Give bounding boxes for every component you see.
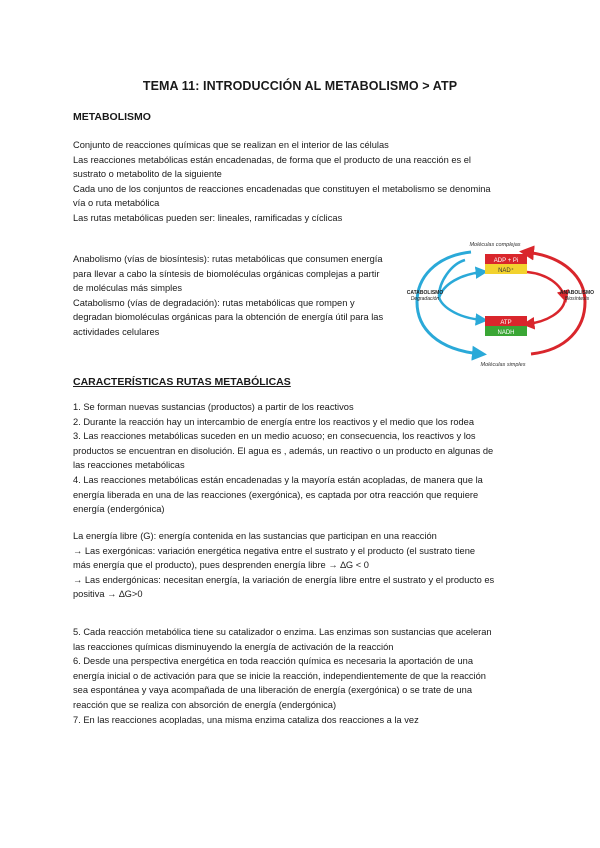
box-nadh-label: NADH	[497, 330, 515, 336]
list-item: 7. En las reacciones acopladas, una misma enzima cataliza dos reacciones a la vez	[73, 714, 419, 725]
text-line: Conjunto de reacciones químicas que se realizan en el interior de las células	[73, 140, 389, 150]
list-item: las reacciones químicas disminuyendo la energía de activación de la reacción	[73, 641, 394, 652]
text-line: sustrato o metabolito de la siguiente	[73, 169, 222, 180]
list-item: 5. Cada reacción metabólica tiene su catalizador o enzima. Las enzimas son sustancias que aceleran	[73, 627, 492, 637]
list-item: energía inicial o de activación para que se inicie la reacción, independientemente de que la reacción	[73, 670, 486, 681]
paragraph-energia-libre	[73, 529, 533, 602]
text-line: actividades celulares	[73, 326, 160, 337]
text-line: Anabolismo (vías de biosíntesis): rutas metabólicas que consumen energía	[73, 254, 383, 264]
list-characteristics-5-7	[73, 625, 533, 727]
list-characteristics-1-4	[73, 400, 533, 517]
section-heading-metabolismo: METABOLISMO	[73, 111, 151, 123]
list-item: energía (endergónica)	[73, 504, 165, 515]
list-item: 3. Las reacciones metabólicas suceden en un medio acuoso; en consecuencia, los reactivos y los	[73, 431, 476, 442]
text-line: Cada uno de los conjuntos de reacciones encadenadas que constituyen el metabolismo se denomina	[73, 183, 491, 194]
anabolism-arc-inner-bottom	[527, 300, 565, 324]
list-item: productos se encuentran en disolución. El agua es , además, un reactivo o un producto en algunas de	[73, 445, 494, 456]
diagram-top-label: Moléculas complejas	[469, 242, 521, 248]
text-line: La energía libre (G): energía contenida en las sustancias que participan en una reacción	[73, 531, 437, 541]
box-adp-pi-label: ADP + Pi	[493, 258, 519, 264]
text-line: Las reacciones metabólicas están encadenadas, de forma que el producto de una reacción es el	[73, 154, 471, 165]
text-line: → Las exergónicas: variación energética negativa entre el sustrato y el producto (el sustrato tiene	[73, 545, 476, 556]
list-item: energía liberada en una de las reacciones (exergónica), es captada por otra reacción que requiere	[73, 489, 479, 500]
text-line: de moléculas más simples	[73, 283, 183, 294]
paragraph-metabolismo	[73, 138, 533, 226]
catabolism-arc-inner-top	[439, 260, 483, 320]
box-atp-label: ATP	[500, 320, 512, 326]
list-item: 6. Desde una perspectiva energética en toda reacción química es necesaria la aportación de una	[73, 656, 474, 667]
anabolism-arc-outer	[525, 252, 585, 354]
diagram-catabolism-sublabel: Degradación	[410, 296, 440, 302]
text-line: para llevar a cabo la síntesis de biomoléculas orgánicas complejas a partir	[73, 268, 380, 279]
diagram-catabolism-label: CATABOLISMO	[406, 290, 444, 296]
text-line: Las rutas metabólicas pueden ser: lineales, ramificadas y cíclicas	[73, 212, 343, 223]
list-item: 2. Durante la reacción hay un intercambio de energía entre los reactivos y el medio que los rodea	[73, 416, 475, 427]
list-item: 4. Las reacciones metabólicas están encadenadas y la mayoría están acopladas, de manera que la	[73, 474, 483, 485]
text-line: → Las endergónicas: necesitan energía, la variación de energía libre entre el sustrato y el producto es	[73, 574, 495, 585]
diagram-anabolism-label: ANABOLISMO	[559, 290, 595, 296]
paragraph-anabolismo-catabolismo	[73, 252, 413, 340]
metabolism-cycle-diagram	[405, 238, 600, 370]
diagram-anabolism-sublabel: Biosíntesis	[564, 296, 590, 302]
list-item: 1. Se forman nuevas sustancias (productos) a partir de los reactivos	[73, 402, 354, 412]
text-line: Catabolismo (vías de degradación): rutas metabólicas que rompen y	[73, 297, 355, 308]
text-line: positiva → ∆G>0	[73, 589, 143, 600]
page-title: TEMA 11: INTRODUCCIÓN AL METABOLISMO > ATP	[142, 79, 458, 93]
list-item: sea espontánea y vaya acompañada de una liberación de energía (exergónica) o se trate de una	[73, 685, 473, 696]
catabolism-arc-outer	[417, 252, 481, 354]
list-item: las reacciones metabólicas	[73, 460, 185, 471]
section-heading-caracteristicas: CARACTERÍSTICAS RUTAS METABÓLICAS	[73, 376, 291, 388]
list-item: reacción que se realiza con absorción de energía (endergónica)	[73, 699, 337, 710]
text-line: más energía que el producto), pues desprenden energía libre → ∆G < 0	[73, 560, 369, 571]
text-line: vía o ruta metabólica	[73, 198, 160, 209]
box-nad-label: NAD⁺	[498, 268, 514, 274]
diagram-bottom-label: Moléculas simples	[480, 362, 526, 368]
text-line: degradan biomoléculas orgánicas para la obtención de energía útil para las	[73, 312, 384, 323]
